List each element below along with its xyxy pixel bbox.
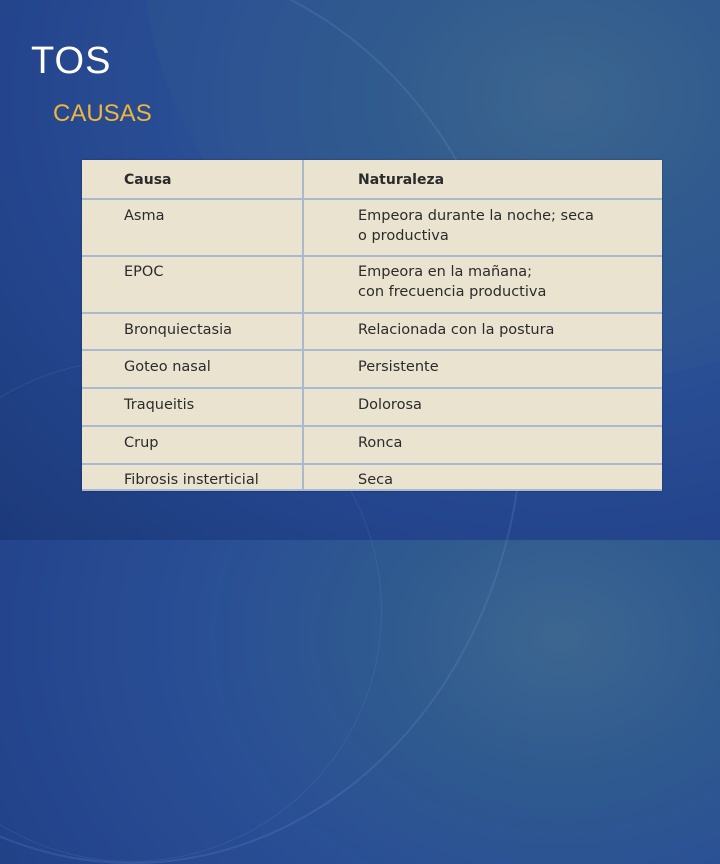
cell-cause: Fibrosis insterticial bbox=[124, 472, 259, 488]
cell-nature: Dolorosa bbox=[358, 397, 422, 413]
column-divider bbox=[302, 160, 304, 491]
slide-title: TOS bbox=[31, 40, 112, 82]
cell-cause: Asma bbox=[124, 208, 165, 224]
cell-nature: Seca bbox=[358, 472, 393, 488]
table-header-row bbox=[82, 160, 662, 200]
table-row bbox=[82, 351, 662, 389]
cell-nature: Ronca bbox=[358, 435, 403, 451]
cell-cause: Goteo nasal bbox=[124, 359, 211, 375]
cell-cause: Crup bbox=[124, 435, 159, 451]
header-nature: Naturaleza bbox=[358, 172, 445, 188]
table-row bbox=[82, 389, 662, 427]
cell-nature: Persistente bbox=[358, 359, 439, 375]
table-row bbox=[82, 257, 662, 314]
table-row bbox=[82, 465, 662, 491]
cell-nature: Empeora durante la noche; seca o productiva bbox=[358, 208, 594, 244]
causes-table bbox=[82, 160, 662, 491]
table-row bbox=[82, 427, 662, 465]
header-cause: Causa bbox=[124, 172, 172, 188]
cell-cause: Traqueitis bbox=[124, 397, 195, 413]
slide-subtitle: CAUSAS bbox=[53, 100, 152, 127]
cell-cause: Bronquiectasia bbox=[124, 322, 233, 338]
cell-nature: Relacionada con la postura bbox=[358, 322, 555, 338]
table-row bbox=[82, 200, 662, 257]
cell-cause: EPOC bbox=[124, 264, 164, 280]
cell-nature: Empeora en la mañana; con frecuencia productiva bbox=[358, 264, 547, 300]
table-row bbox=[82, 314, 662, 351]
